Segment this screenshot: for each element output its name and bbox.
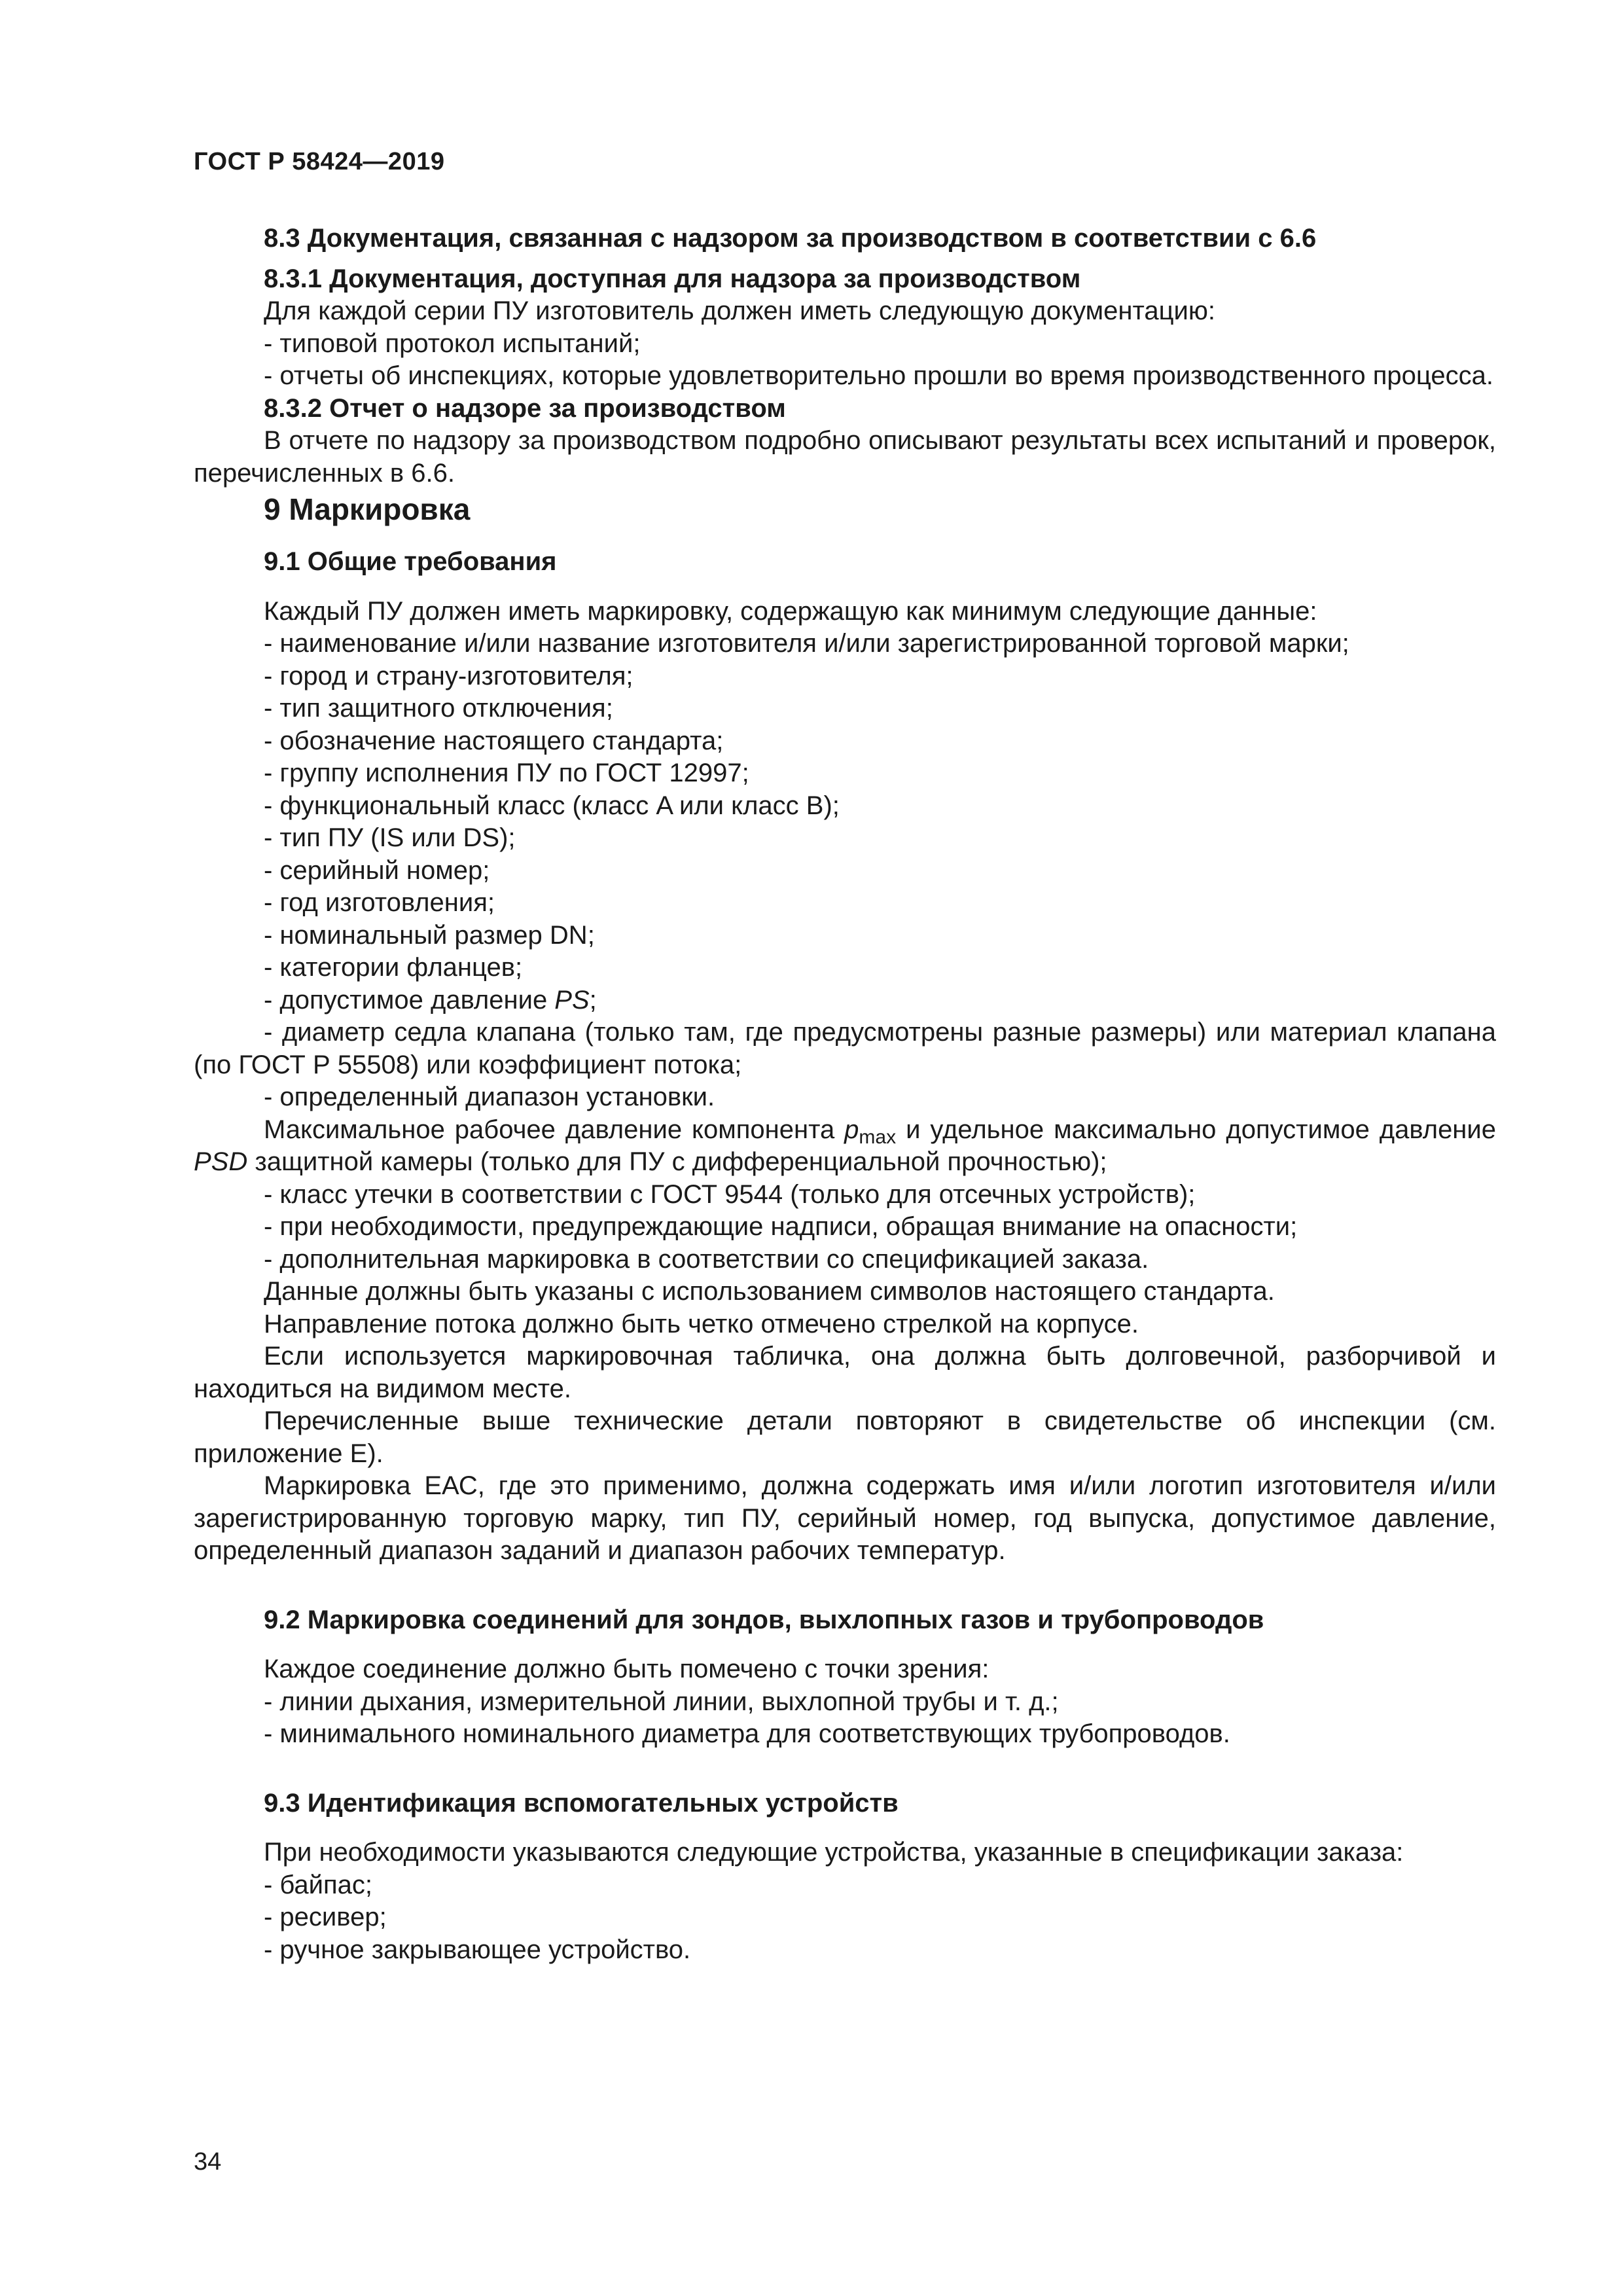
- paragraph: Для каждой серии ПУ изготовитель должен иметь следующую документацию:: [264, 296, 1215, 325]
- section-9-heading: 9 Маркировка: [264, 492, 471, 526]
- list-item: - функциональный класс (класс A или класс B);: [264, 791, 840, 820]
- list-item: - байпас;: [264, 1870, 373, 1899]
- paragraph: Направление потока должно быть четко отмечено стрелкой на корпусе.: [264, 1309, 1139, 1338]
- pmax-subscript: max: [859, 1126, 897, 1148]
- paragraph: При необходимости указываются следующие устройства, указанные в спецификации заказа:: [264, 1838, 1404, 1867]
- section-8-3-2-heading: 8.3.2 Отчет о надзоре за производством: [264, 393, 786, 423]
- section-9-2-heading: 9.2 Маркировка соединений для зондов, выхлопных газов и трубопроводов: [264, 1605, 1264, 1634]
- list-item: - тип защитного отключения;: [264, 694, 613, 723]
- pmax-text-b: и удельное максимально допустимое давление: [896, 1115, 1496, 1144]
- list-item: - определенный диапазон установки.: [264, 1083, 715, 1111]
- paragraph: Каждый ПУ должен иметь маркировку, содержащую как минимум следующие данные:: [264, 596, 1317, 626]
- list-item: - диаметр седла клапана (только там, где предусмотрены разные размеры) или материал клапана (по ГОСТ Р 55508) или коэффициент потока;: [194, 1018, 1496, 1079]
- paragraph-pmax: [194, 1114, 1496, 1179]
- ps-symbol: PS: [554, 985, 590, 1014]
- pmax-text-a: Максимальное рабочее давление компонента: [264, 1115, 845, 1144]
- list-item: - дополнительная маркировка в соответствии со спецификацией заказа.: [264, 1244, 1149, 1274]
- list-item: - обозначение настоящего стандарта;: [264, 726, 724, 755]
- list-item: - год изготовления;: [264, 888, 495, 917]
- list-item: - город и страну-изготовителя;: [264, 661, 633, 691]
- paragraph: Каждое соединение должно быть помечено с точки зрения:: [264, 1655, 990, 1683]
- pmax-symbol: p: [844, 1115, 859, 1144]
- section-8-3-1-heading: 8.3.1 Документация, доступная для надзора за производством: [264, 264, 1081, 293]
- list-item: - типовой протокол испытаний;: [264, 329, 641, 358]
- list-item: - наименование и/или название изготовителя и/или зарегистрированной торговой марки;: [264, 629, 1349, 658]
- list-item: - номинальный размер DN;: [264, 920, 595, 950]
- list-item-ps: [194, 984, 1496, 1017]
- list-item: - категории фланцев;: [264, 953, 523, 982]
- list-item: - серийный номер;: [264, 855, 490, 885]
- psd-symbol: PSD: [194, 1147, 248, 1176]
- list-item: - тип ПУ (IS или DS);: [264, 823, 516, 852]
- page-number: 34: [194, 2148, 222, 2176]
- pmax-text-c: защитной камеры (только для ПУ с дифференциальной прочностью);: [247, 1147, 1107, 1176]
- paragraph: Перечисленные выше технические детали повторяют в свидетельстве об инспекции (см. приложение E).: [194, 1407, 1496, 1468]
- document-header: ГОСТ Р 58424—2019: [194, 148, 445, 175]
- list-item: - класс утечки в соответствии с ГОСТ 9544 (только для отсечных устройств);: [264, 1179, 1196, 1209]
- list-item: - минимального номинального диаметра для соответствующих трубопроводов.: [264, 1719, 1230, 1748]
- paragraph: Если используется маркировочная табличка, она должна быть долговечной, разборчивой и находиться на видимом месте.: [194, 1342, 1496, 1403]
- ps-prefix: - допустимое давление: [264, 985, 555, 1014]
- list-item: - отчеты об инспекциях, которые удовлетворительно прошли во время производственного процесса.: [264, 361, 1493, 390]
- list-item: - линии дыхания, измерительной линии, выхлопной трубы и т. д.;: [264, 1687, 1059, 1716]
- list-item: - при необходимости, предупреждающие надписи, обращая внимание на опасности;: [264, 1212, 1298, 1241]
- paragraph: Маркировка ЕАС, где это применимо, должна содержать имя и/или логотип изготовителя и/или зарегистрированную торговую марку, тип ПУ, серийный номер, год выпуска, допустимое давление, определенный диапазон заданий и диапазон рабочих температур.: [194, 1471, 1496, 1565]
- document-body: [194, 223, 1496, 1966]
- section-9-3-heading: 9.3 Идентификация вспомогательных устройств: [264, 1788, 899, 1818]
- list-item: - группу исполнения ПУ по ГОСТ 12997;: [264, 759, 749, 787]
- paragraph: Данные должны быть указаны с использованием символов настоящего стандарта.: [264, 1277, 1275, 1306]
- section-8-3-heading: 8.3 Документация, связанная с надзором за производством в соответствии с 6.6: [264, 224, 1317, 253]
- paragraph: В отчете по надзору за производством подробно описывают результаты всех испытаний и проверок, перечисленных в 6.6.: [194, 426, 1496, 488]
- list-item: - ручное закрывающее устройство.: [264, 1935, 691, 1964]
- list-item: - ресивер;: [264, 1903, 387, 1931]
- ps-suffix: ;: [589, 985, 597, 1014]
- section-9-1-heading: 9.1 Общие требования: [264, 547, 557, 576]
